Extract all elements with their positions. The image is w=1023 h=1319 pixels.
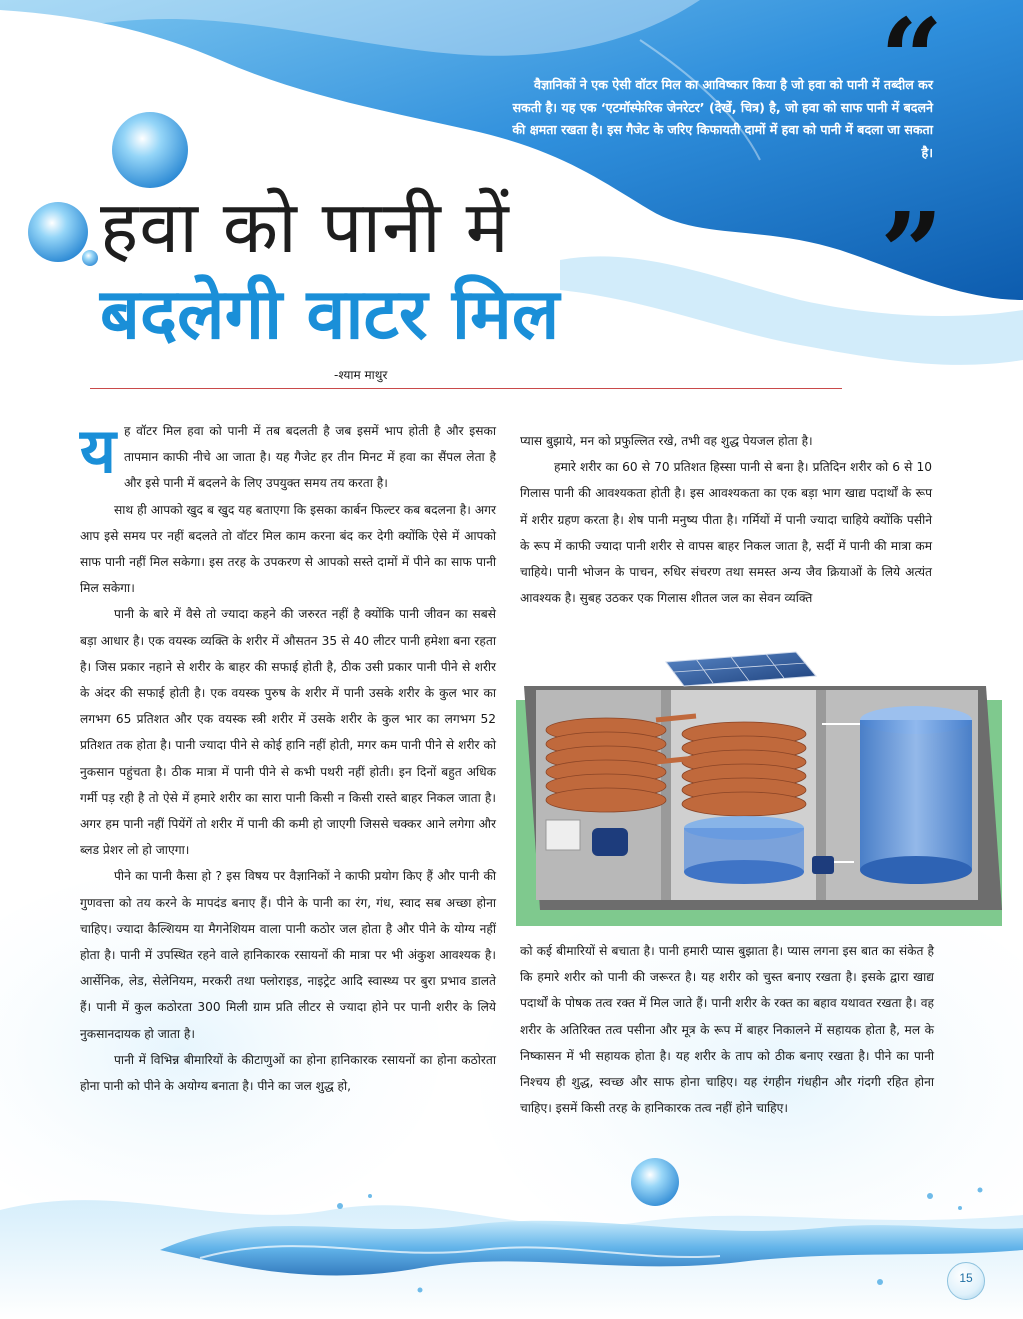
- title-divider: [90, 388, 842, 389]
- quote-close-mark: ”: [880, 188, 944, 317]
- article-column-right-top: [520, 428, 932, 611]
- headline-line-2: बदलेगी वाटर मिल: [100, 273, 560, 355]
- article-column-right-bottom: [520, 938, 934, 1121]
- paragraph: यह वॉटर मिल हवा को पानी में तब बदलती है जब इसमें भाप होती है और इसका तापमान काफी नीचे आ जाता है। यह गैजेट हर तीन मिनट में हवा का सैंपल लेता है और इसे पानी में बदलने के लिए उपयुक्त समय तय करता है।: [80, 414, 496, 491]
- drop-cap: य: [80, 414, 116, 487]
- article-column-left: [80, 414, 496, 1099]
- paragraph: पानी के बारे में वैसे तो ज्यादा कहने की जरुरत नहीं है क्योंकि पानी जीवन का सबसे बड़ा आधार है। एक वयस्क व्यक्ति के शरीर में औसतन 35 से 40 लीटर पानी हमेशा बना रहता है। जिस प्रकार नहाने से शरीर के बाहर की सफाई होती है, ठीक उसी प्रकार पानी पीने से शरीर के अंदर की सफाई होती है। एक वयस्क पुरुष के शरीर में पानी उसके शरीर के कुल भार का लगभग 65 प्रतिशत और एक वयस्क स्त्री शरीर में उसके शरीर के कुल भार का लगभग 52 प्रतिशत तक होता है। पानी ज्यादा पीने से कोई हानि नहीं होती, मगर कम पानी पीने से शरीर को नुकसान पहुंचता है। ठीक मात्रा में पानी पीने से कभी पथरी नहीं होती। इन दिनों बहुत अधिक गर्मी पड़ रही है तो ऐसे में हमारे शरीर का सारा पानी किसी न किसी रास्ते बाहर निकल जाता है। अगर हम पानी नहीं पियेंगें तो शरीर में पानी की कमी हो जाएगी जिससे चक्कर आने लगेगा और ब्लड प्रेशर लो हो जाएगा।: [80, 607, 496, 858]
- page-number: 15: [947, 1262, 985, 1300]
- paragraph: पानी में विभिन्न बीमारियों के कीटाणुओं का होना हानिकारक रसायनों का होना कठोरता होना पानी को पीने के अयोग्य बनाता है। पीने का जल शुद्ध हो,: [80, 1052, 496, 1094]
- quote-open-mark: “: [880, 0, 944, 123]
- paragraph: पीने का पानी कैसा हो ? इस विषय पर वैज्ञानिकों ने काफी प्रयोग किए हैं और पानी की गुणवत्ता को तय करने के मापदंड बनाए हैं। पीने के पानी का रंग, गंध, स्वाद सब अच्छा होना चाहिए। ज्यादा कैल्शियम या मैगनेशियम वाला पानी कठोर जल होता है और पीने के योग्य नहीं होता है। पानी में उपस्थित रहने वाले हानिकारक रसायनों की मात्रा पर भी अंकुश आवश्यक है। आर्सेनिक, लेड, सेलेनियम, मरकरी तथा फ्लोराइड, नाइट्रेट आदि स्वास्थ्य पर बुरा प्रभाव डालते हैं। पानी में कुल कठोरता 300 मिली ग्राम प्रति लीटर से ज्यादा होने पर पानी शरीर के लिये नुकसानदायक हो जाता है।: [80, 869, 496, 1041]
- author-byline: -श्याम माथुर: [334, 368, 388, 382]
- headline-line-1: हवा को पानी में: [100, 185, 510, 269]
- paragraph: साथ ही आपको खुद ब खुद यह बताएगा कि इसका कार्बन फिल्टर कब बदलना है। अगर आप इसे समय पर नहीं बदलते तो वॉटर मिल काम करना बंद कर देगी क्योंकि ऐसे में आपको साफ पानी नहीं मिल सकेगा। इस तरह के उपकरण से आपको सस्ते दामों में पीने का साफ पानी मिल सकेगा।: [80, 502, 496, 596]
- paragraph: प्यास बुझाये, मन को प्रफुल्लित रखे, तभी वह शुद्ध पेयजल होता है।: [520, 434, 813, 448]
- paragraph: हमारे शरीर का 60 से 70 प्रतिशत हिस्सा पानी से बना है। प्रतिदिन शरीर को 6 से 10 गिलास पानी की आवश्यकता होती है। इस आवश्यकता का एक बड़ा भाग खाद्य पदार्थों के रूप में शरीर ग्रहण करता है। शेष पानी मनुष्य पीता है। गर्मियों में पानी ज्यादा चाहिये क्योंकि पसीने के रूप में काफी ज्यादा पानी शरीर से वापस बाहर निकल जाता है, सर्दी में पानी की मात्रा कम चाहिये। पानी भोजन के पाचन, रुधिर संचरण तथा समस्त अन्य जैव क्रियाओं के लिये अत्यंत आवश्यक है। सुबह उठकर एक गिलास शीतल जल का सेवन व्यक्ति: [520, 460, 932, 606]
- water-generator-illustration: [516, 650, 1002, 926]
- paragraph: को कई बीमारियों से बचाता है। पानी हमारी प्यास बुझाता है। प्यास लगना इस बात का संकेत है कि हमारे शरीर को पानी की जरूरत है। यह शरीर को चुस्त बनाए रखता है। इसके द्वारा खाद्य पदार्थों के पोषक तत्व रक्त में मिल जाते हैं। पानी शरीर के रक्त का बहाव यथावत रखता है। वह शरीर के अतिरिक्त तत्व पसीना और मूत्र के रूप में बाहर निकालने में सहायक होता है, मल के निष्कासन में भी सहायक होता है। यह शरीर के ताप को ठीक बनाए रखता है। पीने का पानी निश्चय ही शुद्ध, स्वच्छ और साफ होना चाहिए। यह रंगहीन गंधहीन और गंदगी रहित होना चाहिए। इसमें किसी तरह के हानिकारक तत्व नहीं होने चाहिए।: [520, 944, 934, 1116]
- pull-quote: वैज्ञानिकों ने एक ऐसी वॉटर मिल का आविष्कार किया है जो हवा को पानी में तब्दील कर सकती है। यह एक ‘एटमॉस्फेरिक जेनरेटर’ (देखें, चित्र) है, जो हवा को साफ पानी में बदलने की क्षमता रखता है। इस गैजेट के जरिए किफायती दामों में हवा को पानी में बदला जा सकता है।: [512, 77, 933, 160]
